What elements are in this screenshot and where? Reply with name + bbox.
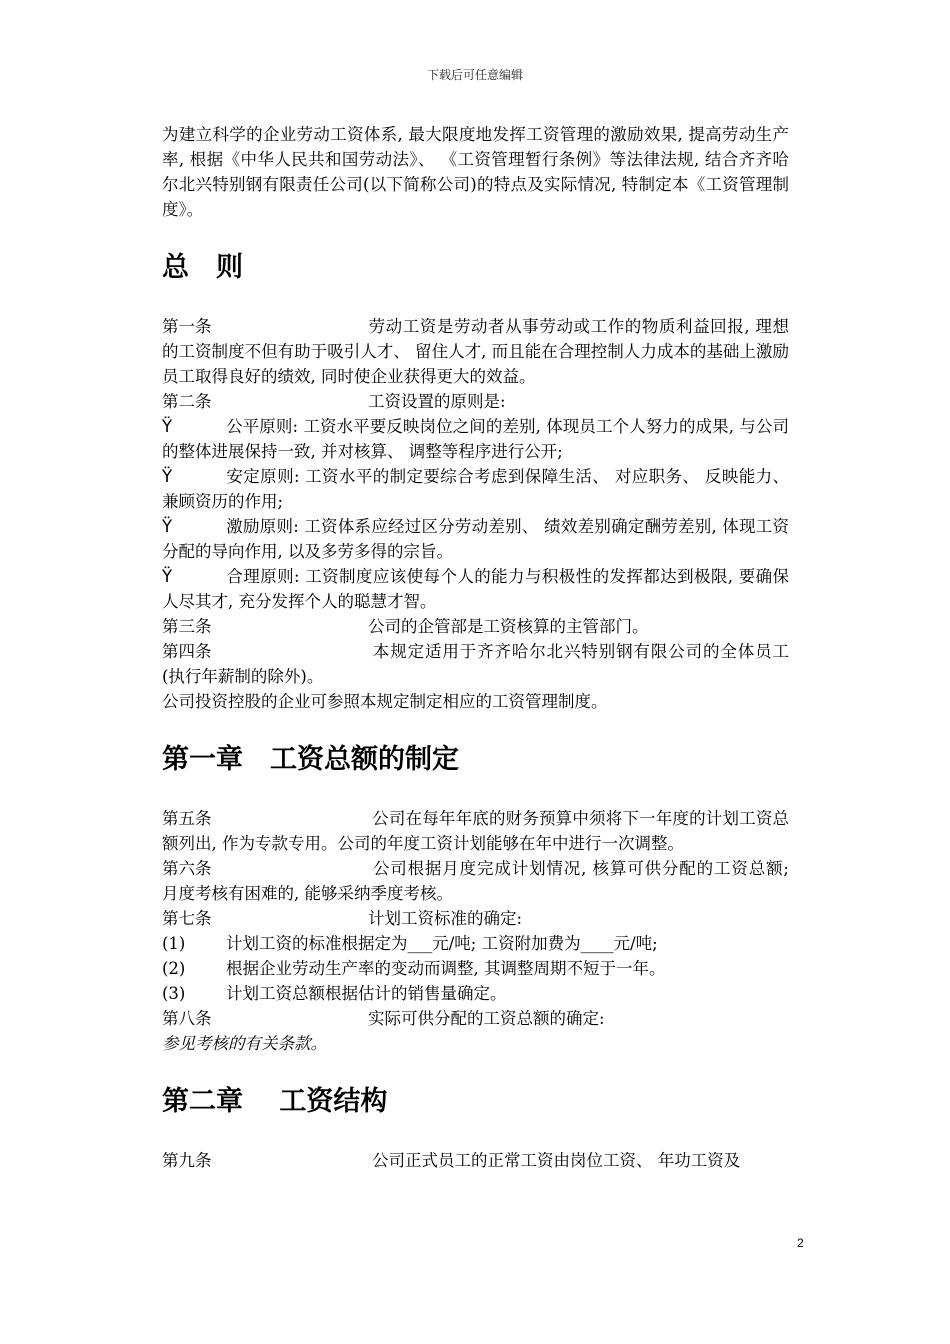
document-body xyxy=(162,122,789,1173)
article-label: 第八条 xyxy=(162,1009,212,1028)
page-header: 下载后可任意编辑 xyxy=(426,68,523,82)
article-label: 第四条 xyxy=(162,642,212,661)
principle-text: 公平原则: 工资水平要反映岗位之间的差别, 体现员工个人努力的成果, 与公司的整体进展保持一致, 并对核算、 调整等程序进行公开; xyxy=(162,417,789,461)
article-text: 本规定适用于齐齐哈尔北兴特别钢有限公司的全体员工(执行年薪制的除外)。 xyxy=(162,642,789,686)
principle-item xyxy=(162,414,789,464)
article-text: 计划工资标准的确定: xyxy=(368,909,523,928)
article-label: 第二条 xyxy=(162,392,212,411)
article-8-note: 参见考核的有关条款。 xyxy=(162,1034,327,1053)
article-text: 公司在每年年底的财务预算中须将下一年度的计划工资总额列出, 作为专款专用。公司的年度工资计划能够在年中进行一次调整。 xyxy=(162,809,789,853)
article-text: 公司的企管部是工资核算的主管部门。 xyxy=(368,617,649,636)
article-2 xyxy=(162,389,789,414)
article-text: 公司根据月度完成计划情况, 核算可供分配的工资总额; 月度考核有困难的, 能够采纳季度考核。 xyxy=(162,859,789,903)
article-text: 实际可供分配的工资总额的确定: xyxy=(368,1009,605,1028)
item-number: (2) xyxy=(162,959,186,978)
principle-item xyxy=(162,564,789,614)
item-text: 计划工资的标准根据定为___元/吨; 工资附加费为____元/吨; xyxy=(226,934,658,953)
article-5 xyxy=(162,806,789,856)
article-text: 劳动工资是劳动者从事劳动或工作的物质利益回报, 理想的工资制度不但有助于吸引人才、 留住人才, 而且能在合理控制人力成本的基础上激励员工取得良好的绩效, 同时使企业获得更大的效益。 xyxy=(162,317,789,386)
article-1 xyxy=(162,314,789,389)
article-label: 第三条 xyxy=(162,617,212,636)
item-text: 计划工资总额根据估计的销售量确定。 xyxy=(226,984,507,1003)
article-label: 第一条 xyxy=(162,317,212,336)
page-number: 2 xyxy=(797,1236,804,1250)
article-4 xyxy=(162,639,789,689)
intro-paragraph: 为建立科学的企业劳动工资体系, 最大限度地发挥工资管理的激励效果, 提高劳动生产率, 根据《中华人民共和国劳动法》、 《工资管理暂行条例》等法律法规, 结合齐齐哈尔北兴特别钢有限责任公司(以下简称公司)的特点及实际情况, 特制定本《工资管理制度》。 xyxy=(162,125,789,219)
list-item xyxy=(162,981,789,1006)
principle-item xyxy=(162,464,789,514)
list-item xyxy=(162,956,789,981)
article-7 xyxy=(162,906,789,931)
article-label: 第五条 xyxy=(162,809,212,828)
principle-text: 激励原则: 工资体系应经过区分劳动差别、 绩效差别确定酬劳差别, 体现工资分配的导向作用, 以及多劳多得的宗旨。 xyxy=(162,517,789,561)
article-6 xyxy=(162,856,789,906)
article-label: 第六条 xyxy=(162,859,212,878)
bullet-icon: Ÿ xyxy=(162,517,173,536)
article-4-note: 公司投资控股的企业可参照本规定制定相应的工资管理制度。 xyxy=(162,692,608,711)
article-label: 第七条 xyxy=(162,909,212,928)
article-8 xyxy=(162,1006,789,1031)
bullet-icon: Ÿ xyxy=(162,417,173,436)
item-number: (3) xyxy=(162,984,186,1003)
principle-text: 合理原则: 工资制度应该使每个人的能力与积极性的发挥都达到极限, 要确保人尽其才, 充分发挥个人的聪慧才智。 xyxy=(162,567,789,611)
item-text: 根据企业劳动生产率的变动而调整, 其调整周期不短于一年。 xyxy=(226,959,666,978)
chapter-2-title: 第二章 工资结构 xyxy=(162,1086,388,1117)
list-item xyxy=(162,931,789,956)
bullet-icon: Ÿ xyxy=(162,567,173,586)
bullet-icon: Ÿ xyxy=(162,467,173,486)
article-text: 公司正式员工的正常工资由岗位工资、 年功工资及 xyxy=(372,1151,741,1170)
article-9 xyxy=(162,1148,789,1173)
principle-text: 安定原则: 工资水平的制定要综合考虑到保障生活、 对应职务、 反映能力、 兼顾资历的作用; xyxy=(162,467,789,511)
section-title-general: 总 则 xyxy=(162,252,243,283)
principle-item xyxy=(162,514,789,564)
article-3 xyxy=(162,614,789,639)
item-number: (1) xyxy=(162,934,186,953)
article-label: 第九条 xyxy=(162,1151,212,1170)
chapter-1-title: 第一章 工资总额的制定 xyxy=(162,744,459,775)
article-text: 工资设置的原则是: xyxy=(368,392,506,411)
